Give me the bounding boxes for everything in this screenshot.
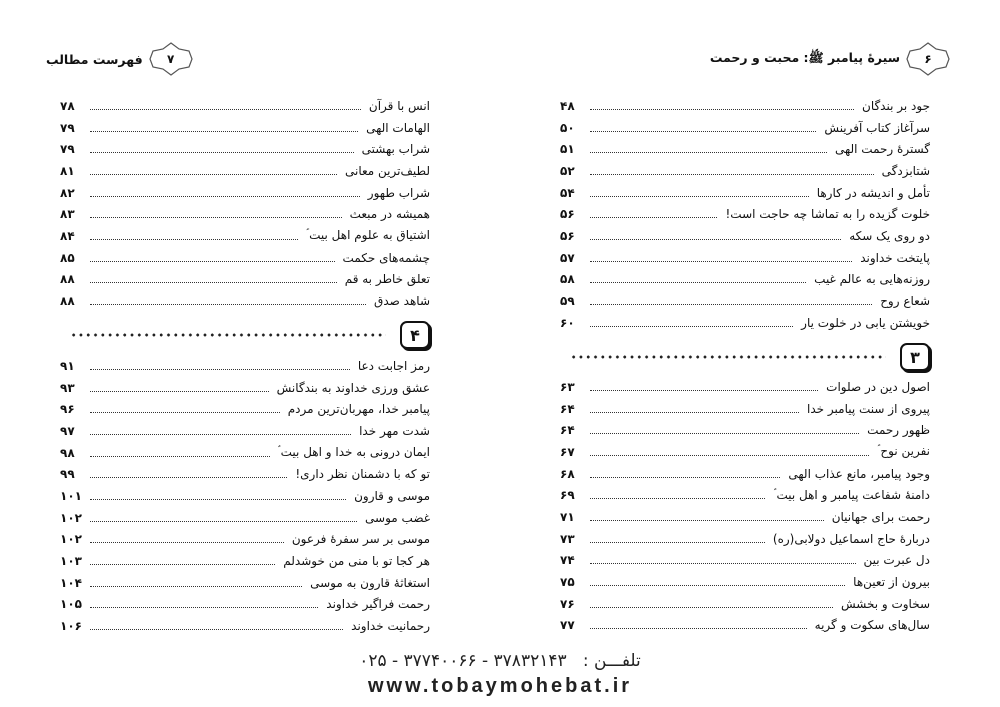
toc-entry[interactable]: سرآغاز کتاب آفرینش ۵۰ [560,120,930,135]
page-header [40,42,193,76]
toc-list [560,95,930,334]
running-title: سیرهٔ پیامبر ﷺ: محبت و رحمت [709,49,900,65]
phone-label: تلفـــن : [582,651,641,671]
toc-entry[interactable]: الهامات الهی ۷۹ [60,120,430,135]
left-page [46,0,430,640]
toc-entry[interactable]: رمز اجابت دعا ۹۱ [60,358,430,373]
toc-entry[interactable]: انس با قرآن ۷۸ [60,98,430,113]
toc-entry[interactable]: روزنه‌هایی به عالم غیب ۵۸ [560,272,930,287]
toc-entry[interactable]: پیامبر خدا، مهربان‌ترین مردم ۹۶ [60,402,430,417]
toc-list [60,355,430,637]
toc-entry[interactable]: همیشه در مبعث ۸۳ [60,207,430,222]
toc-entry[interactable]: تأمل و اندیشه در کارها ۵۴ [560,185,930,200]
toc-entry[interactable]: خلوت گزیده را به تماشا چه حاجت است! ۵۶ [560,207,930,222]
toc-entry[interactable]: هر کجا تو با منی من خوشدلم ۱۰۳ [60,554,430,569]
toc-entry[interactable]: نفرین نوح ؑ ۶۷ [560,444,930,459]
toc-entry[interactable]: موسی و قارون ۱۰۱ [60,488,430,503]
phone-numbers: ۳۷۸۳۲۱۴۳ - ۳۷۷۴۰۰۶۶ - ۰۲۵ [359,651,567,671]
toc-entry[interactable]: سال‌های سکوت و گریه ۷۷ [560,618,930,633]
toc-entry[interactable]: اشتیاق به علوم اهل بیت ؑ ۸۴ [60,228,430,243]
toc-list [60,95,430,312]
dotted-rule [570,355,886,359]
toc-entry[interactable]: موسی بر سر سفرهٔ فرعون ۱۰۲ [60,532,430,547]
toc-entry[interactable]: وجود پیامبر، مانع عذاب الهی ۶۸ [560,466,930,481]
toc-entry[interactable]: شعاع روح ۵۹ [560,294,930,309]
toc-entry[interactable]: اصول دین در صلوات ۶۳ [560,379,930,394]
dotted-rule [70,333,386,337]
toc-entry[interactable]: شاهد صدق ۸۸ [60,294,430,309]
toc-entry[interactable]: ایمان درونی به خدا و اهل بیت ؑ ۹۸ [60,445,430,460]
toc-entry[interactable]: دربارهٔ حاج اسماعیل دولابی(ره) ۷۳ [560,531,930,546]
chapter-divider [60,321,430,349]
toc-entry[interactable]: تو که با دشمنان نظر داری! ۹۹ [60,467,430,482]
website-link[interactable]: www.tobaymohebat.ir [367,675,633,697]
toc-entry[interactable]: جود بر بندگان ۴۸ [560,98,930,113]
toc-entry[interactable]: رحمانیت خداوند ۱۰۶ [60,619,430,634]
toc-entry[interactable]: ظهور رحمت ۶۴ [560,423,930,438]
toc-entry[interactable]: رحمت برای جهانیان ۷۱ [560,509,930,524]
toc-entry[interactable]: پایتخت خداوند ۵۷ [560,250,930,265]
page-header [704,42,950,76]
page-number-badge [906,42,950,76]
toc-entry[interactable]: پیروی از سنت پیامبر خدا ۶۴ [560,401,930,416]
toc-entry[interactable]: غضب موسی ۱۰۲ [60,510,430,525]
chapter-number-box: ۴ [400,321,430,349]
toc-entry[interactable]: شتابزدگی ۵۲ [560,163,930,178]
page-number-badge [149,42,193,76]
toc-entry[interactable]: لطیف‌ترین معانی ۸۱ [60,163,430,178]
toc-entry[interactable]: تعلق خاطر به قم ۸۸ [60,272,430,287]
toc-entry[interactable]: بیرون از تعین‌ها ۷۵ [560,575,930,590]
footer-phone [0,651,1000,671]
toc-list [560,376,930,636]
running-title: فهرست مطالب [46,51,143,67]
toc-entry[interactable]: دامنهٔ شفاعت پیامبر و اهل بیت ؑ ۶۹ [560,487,930,503]
toc-entry[interactable]: دو روی یک سکه ۵۶ [560,228,930,243]
toc-entry[interactable]: شراب بهشتی ۷۹ [60,142,430,157]
toc-entry[interactable]: دل عبرت بین ۷۴ [560,553,930,568]
toc-entry[interactable]: شدت مهر خدا ۹۷ [60,423,430,438]
toc-entry[interactable]: عشق ورزی خداوند به بندگانش ۹۳ [60,380,430,395]
page-number: ۷ [166,52,175,66]
toc-entry[interactable]: استغاثهٔ قارون به موسی ۱۰۴ [60,575,430,590]
toc-entry[interactable]: سخاوت و بخشش ۷۶ [560,596,930,611]
toc-entry[interactable]: گسترهٔ رحمت الهی ۵۱ [560,142,930,157]
chapter-number-box: ۳ [900,343,930,371]
toc-entry[interactable]: شراب طهور ۸۲ [60,185,430,200]
toc-entry[interactable]: رحمت فراگیر خداوند ۱۰۵ [60,597,430,612]
chapter-divider [560,343,930,371]
right-page [560,0,930,640]
toc-entry[interactable]: خویشتن یابی در خلوت یار ۶۰ [560,315,930,330]
page-number: ۶ [924,52,932,66]
toc-entry[interactable]: چشمه‌های حکمت ۸۵ [60,250,430,265]
